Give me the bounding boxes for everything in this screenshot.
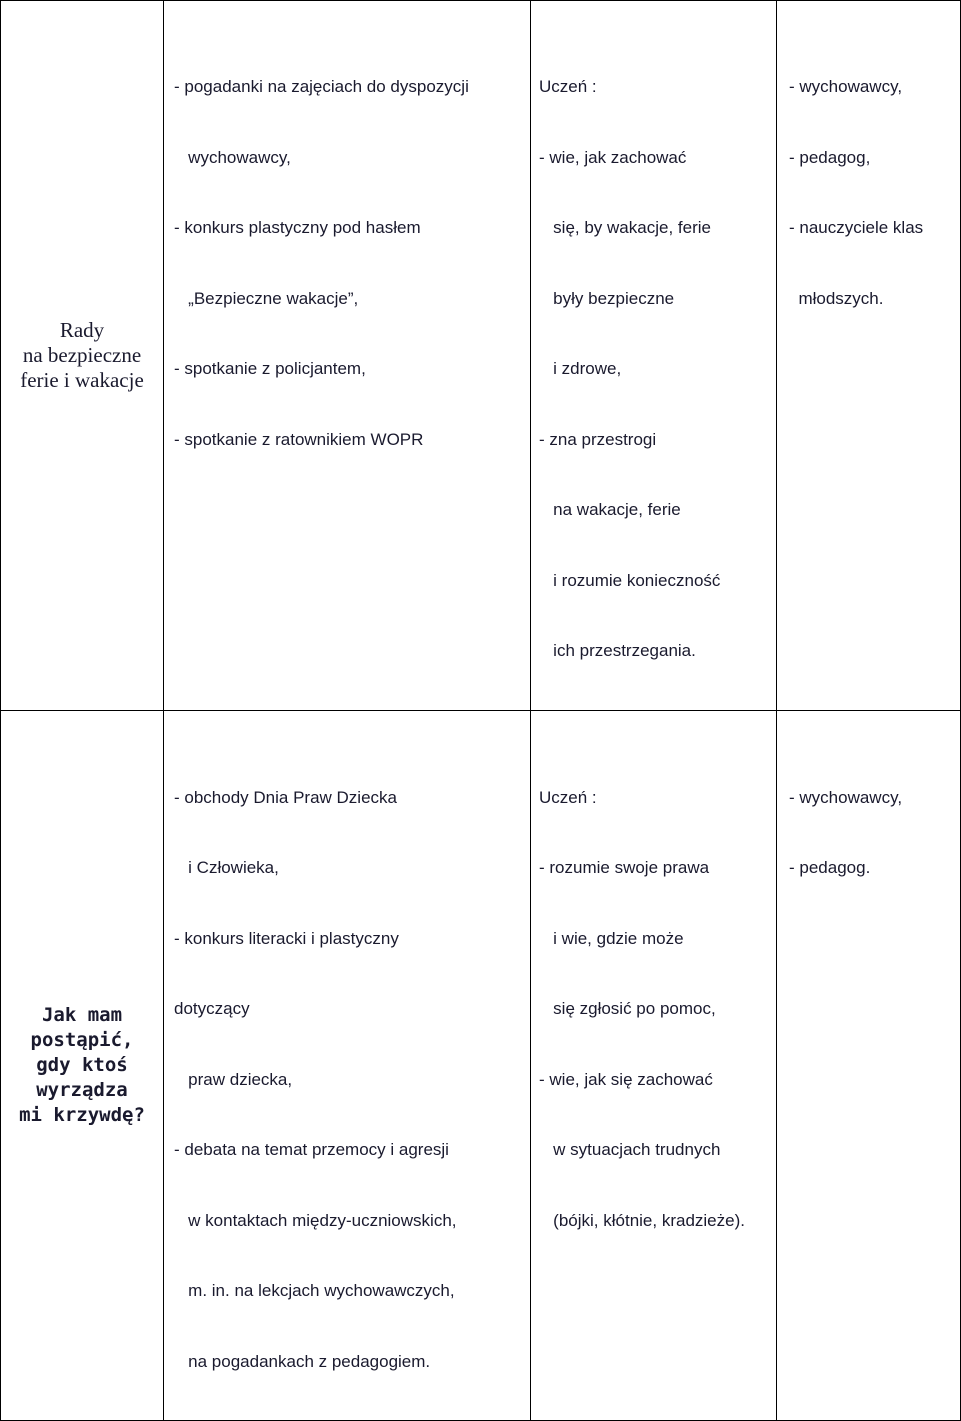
topic-line: na bezpieczne [22,342,142,367]
activity-line: m. in. na lekcjach wychowawczych, [174,1281,455,1300]
topic-cell [1,1,164,711]
outcome-line: i zdrowe, [539,359,622,378]
responsible-line: - pedagog, [789,147,871,167]
activity-line: i Człowieka, [174,858,279,877]
activity-line: - obchody Dnia Praw Dziecka [174,787,397,807]
outcome-line: (bójki, kłótnie, kradzieże). [539,1210,745,1230]
topic-line: Jak mam [41,1003,123,1026]
outcome-line: - wie, jak zachować [539,147,687,167]
topic-line: mi krzywdę? [19,1103,145,1126]
activity-line: wychowawcy, [174,147,291,167]
responsible-line: - nauczyciele klas [789,218,924,237]
activity-line: dotyczący [174,999,250,1018]
activity-line: praw dziecka, [174,1069,293,1089]
outcome-line: się zgłosić po pomoc, [539,999,716,1018]
topic-line: wyrządza [36,1078,128,1101]
outcomes-list [539,28,776,710]
table-row [1,1,961,711]
outcome-line: - wie, jak się zachować [539,1069,713,1089]
outcome-line: były bezpieczne [539,288,675,308]
outcome-line: Uczeń : [539,787,597,807]
responsible-line: - wychowawcy, [789,77,903,96]
outcome-line: ich przestrzegania. [539,641,696,660]
activity-line: - debata na temat przemocy i agresji [174,1140,449,1159]
responsible-line: - pedagog. [789,858,871,877]
outcome-line: - zna przestrogi [539,429,657,449]
activities-list [174,28,530,498]
topic-cell [1,710,164,1421]
outcome-line: i rozumie konieczność [539,570,721,590]
activity-line: - konkurs literacki i plastyczny [174,928,399,948]
activity-line: - spotkanie z policjantem, [174,359,366,378]
activity-line: na pogadankach z pedagogiem. [174,1351,431,1371]
topic-line: postąpić, [30,1028,134,1051]
activity-line: - pogadanki na zajęciach do dyspozycji [174,77,469,96]
activity-line: - spotkanie z ratownikiem WOPR [174,429,424,449]
responsible-line: młodszych. [789,288,884,308]
responsible-list [789,739,960,927]
outcomes-cell [531,1,777,711]
outcomes-cell [531,710,777,1421]
table-row [1,710,961,1421]
activity-line: w kontaktach między-uczniowskich, [174,1210,457,1230]
topic-text [19,1003,145,1128]
outcome-line: na wakacje, ferie [539,500,681,519]
topic-text [20,318,144,393]
activities-cell [164,1,531,711]
outcome-line: - rozumie swoje prawa [539,858,710,877]
outcome-line: Uczeń : [539,77,597,96]
outcome-line: w sytuacjach trudnych [539,1140,721,1159]
activity-line: - konkurs plastyczny pod hasłem [174,218,421,237]
responsible-cell [777,710,961,1421]
responsible-list [789,28,960,357]
activities-list [174,739,530,1421]
topic-line: Rady [59,317,105,342]
outcomes-list [539,739,776,1280]
activities-cell [164,710,531,1421]
activity-line: „Bezpieczne wakacje”, [174,288,359,308]
responsible-cell [777,1,961,711]
responsible-line: - wychowawcy, [789,787,903,807]
topic-line: ferie i wakacje [20,367,144,392]
topic-line: gdy ktoś [36,1053,128,1076]
outcome-line: i wie, gdzie może [539,928,684,948]
outcome-line: się, by wakacje, ferie [539,218,711,237]
